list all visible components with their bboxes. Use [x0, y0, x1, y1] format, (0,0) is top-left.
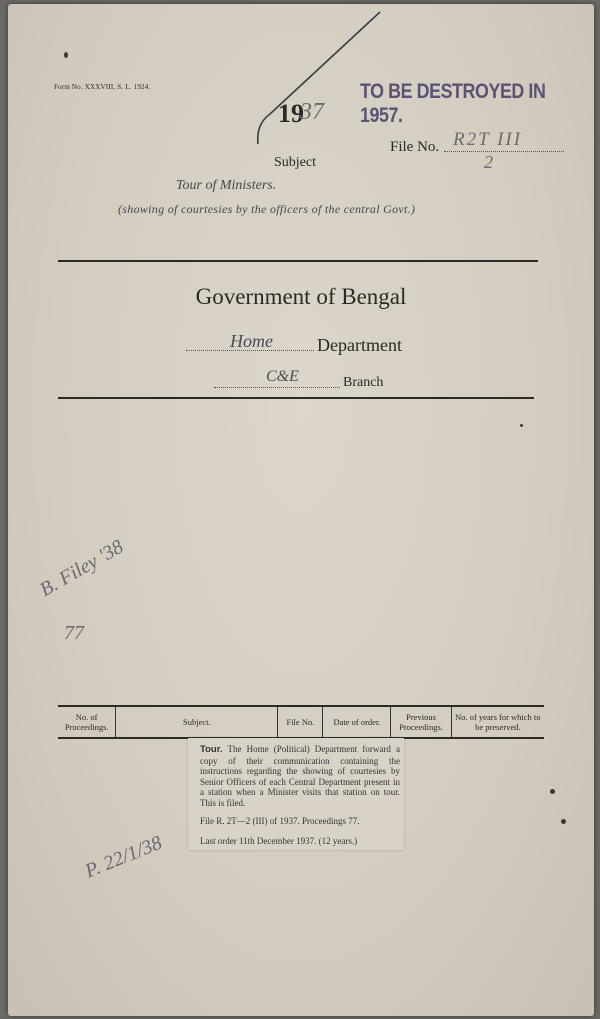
- branch-dotted-line: [214, 387, 340, 388]
- branch-value: C&E: [266, 368, 299, 385]
- file-no-sub: 2: [484, 152, 493, 172]
- bottom-rule: [58, 397, 534, 399]
- col-date-of-order: Date of order.: [323, 706, 391, 738]
- pasted-minute-slip: [188, 738, 404, 850]
- slip-heading: Tour.: [200, 744, 223, 755]
- ink-speck: [64, 52, 68, 58]
- destroy-stamp: TO BE DESTROYED IN 1957.: [360, 80, 546, 127]
- margin-pencil-note: B. Filey '38: [36, 535, 128, 602]
- government-title: Government of Bengal: [195, 284, 407, 309]
- branch-label: Branch: [343, 375, 384, 390]
- year-printed: 19: [278, 99, 304, 128]
- proceedings-register-table: [58, 705, 544, 739]
- subject-line-1: Tour of Ministers.: [176, 178, 277, 193]
- file-cover: [8, 4, 594, 1016]
- form-number: Form No. XXXVIII, S. L. 1924.: [54, 83, 151, 91]
- col-no-of-proceedings: No. of Proceedings.: [58, 706, 116, 738]
- slip-body: [200, 744, 400, 809]
- slip-last-order: Last order 11th December 1937. (12 years.): [200, 836, 358, 846]
- file-no-dotted-line: [444, 151, 564, 152]
- subject-line-2: (showing of courtesies by the officers of the central Govt.): [118, 202, 416, 216]
- slip-file-reference: File R. 2T—2 (III) of 1937. Proceedings 77.: [200, 816, 360, 826]
- ink-speck: [520, 424, 523, 427]
- binding-hole-mark: [561, 819, 566, 824]
- department-label: Department: [317, 335, 402, 355]
- slip-body-text: The Home (Political) Department forward a copy of their communication containing the instructions regarding the showing of courtesies by Senior Officers of each Central Department present in a station when a Minister visits that station on tour. This is filed.: [200, 744, 400, 808]
- year-handwritten: 37: [300, 99, 324, 125]
- file-no-label: File No.: [390, 139, 440, 155]
- top-rule: [58, 260, 538, 262]
- department-value: Home: [230, 331, 273, 351]
- margin-pencil-note-number: 77: [64, 622, 84, 644]
- col-years-preserved: No. of years for which to be preserved.: [451, 706, 544, 738]
- col-file-no: File No.: [278, 706, 323, 738]
- subject-label: Subject: [274, 155, 316, 170]
- bottom-pencil-note: P. 22/1/38: [82, 831, 166, 883]
- col-previous-proceedings: Previous Proceedings.: [391, 706, 451, 738]
- file-no-value: R2T III: [453, 129, 523, 150]
- col-subject: Subject.: [116, 706, 278, 738]
- binding-hole-mark: [550, 789, 555, 794]
- register-header-row: [58, 706, 544, 738]
